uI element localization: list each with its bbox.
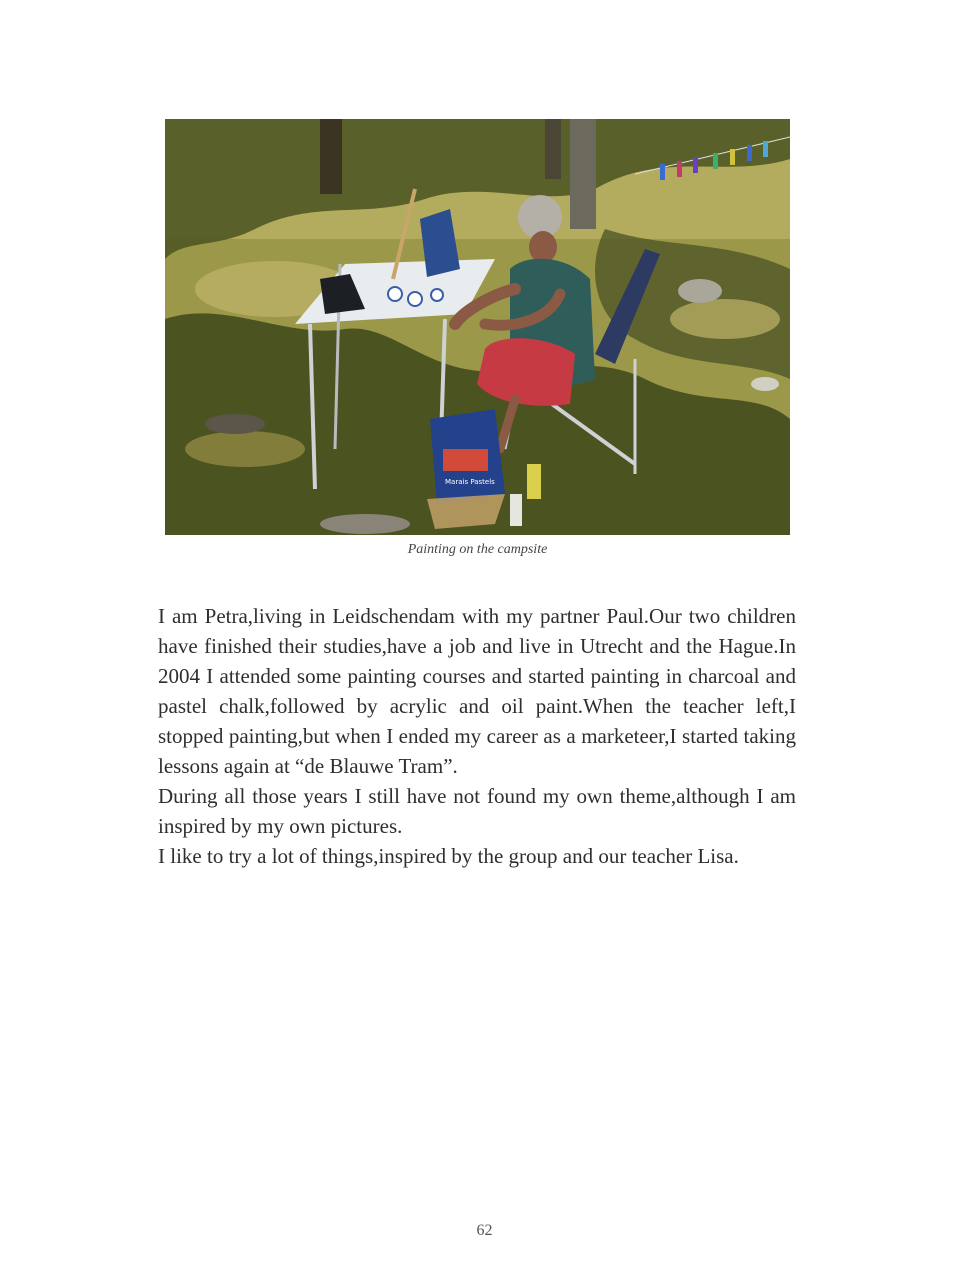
paint-bottle — [510, 494, 522, 526]
tree-trunk — [320, 119, 342, 194]
photo-illustration — [165, 119, 790, 535]
sun-patch — [185, 431, 305, 467]
paragraph: I like to try a lot of things,inspired by the group and our teacher Lisa. — [158, 844, 739, 868]
rock — [751, 377, 779, 391]
tree-trunk — [570, 119, 596, 229]
page-number: 62 — [476, 1222, 493, 1239]
body-text — [158, 601, 796, 871]
paragraph: I am Petra,living in Leidschendam with my partner Paul.Our two children have finished their studies,have a job and live in Utrecht and the Hague.In 2004 I attended some painting courses and started painting in charcoal and pastel chalk,followed by acrylic and oil paint.When the teacher left,I stopped painting,but when I ended my career as a marketeer,I started taking lessons again at “de Blauwe Tram”. — [158, 604, 796, 778]
tree-trunk — [545, 119, 561, 179]
paint-box — [430, 409, 505, 504]
wooden-stool — [427, 494, 505, 529]
figure-caption: Painting on the campsite — [407, 542, 548, 557]
paragraph: During all those years I still have not found my own theme,although I am inspired by my own pictures. — [158, 784, 796, 838]
campsite-photo — [165, 119, 790, 535]
sun-patch — [670, 299, 780, 339]
svg-text:Marais Pastels: Marais Pastels — [445, 478, 495, 486]
rock — [678, 279, 722, 303]
fallen-debris — [205, 414, 265, 434]
fallen-debris — [320, 514, 410, 534]
paint-bottle — [527, 464, 541, 499]
